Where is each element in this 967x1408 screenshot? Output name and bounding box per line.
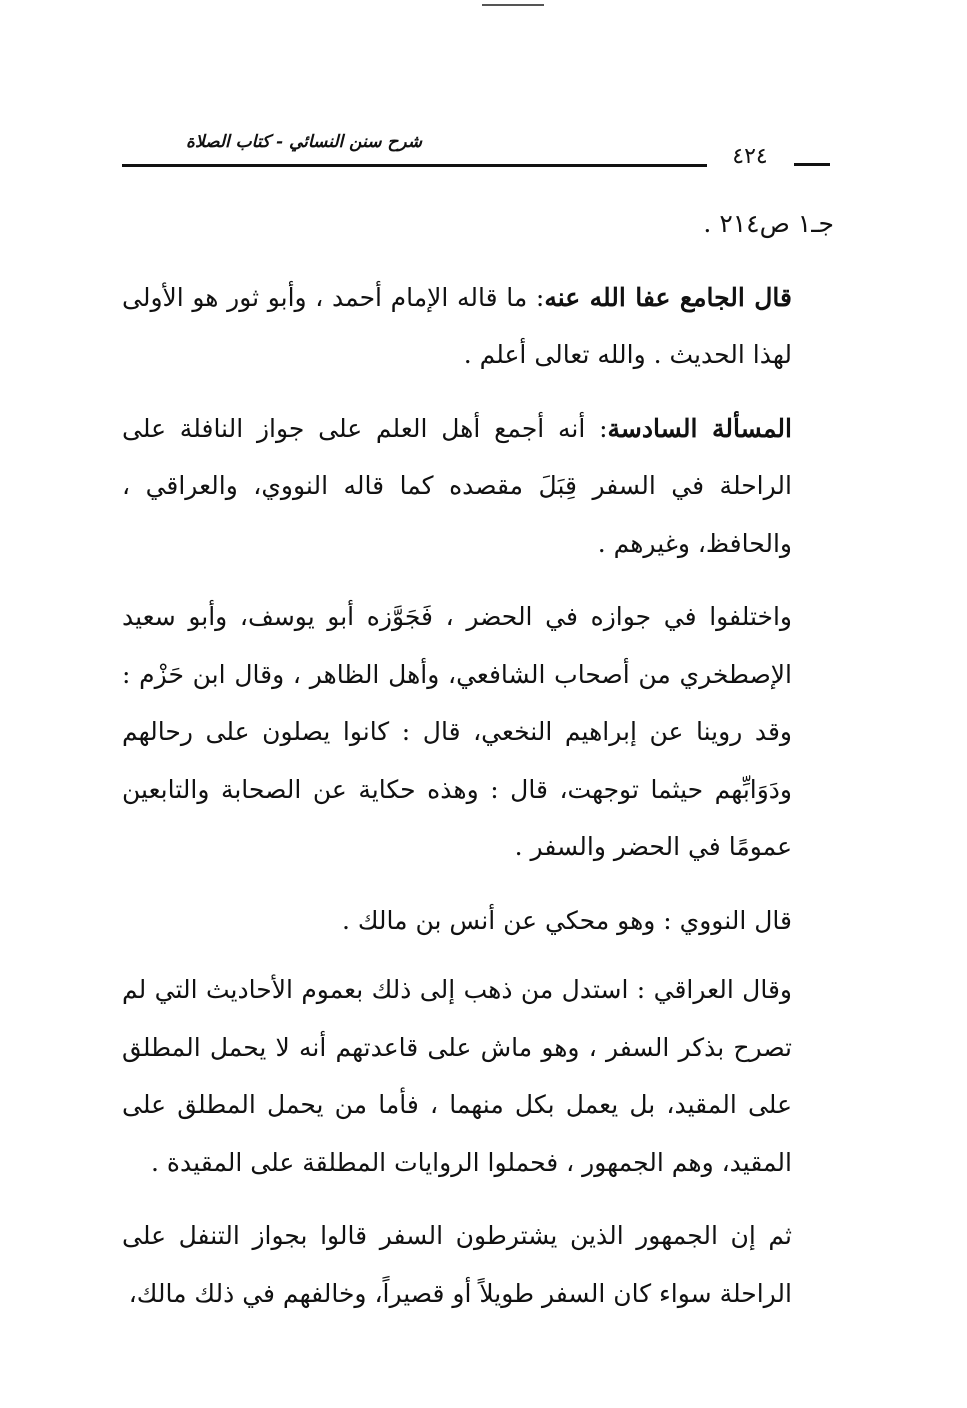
paragraph-text: جـ١ ص٢١٤ . [703, 209, 834, 238]
paragraph-text: : ما قاله الإمام أحمد ، وأبو ثور هو الأولى لهذا الحديث . والله تعالى أعلم . [122, 282, 792, 369]
paragraph-lead: المسألة السادسة [607, 413, 792, 443]
paragraph-text: ثم إن الجمهور الذين يشترطون السفر قالوا بجواز التنفل على الراحلة سواء كان السفر طويلاً أو قصيراً، وخالفهم في ذلك مالك، [122, 1221, 792, 1308]
header-rule [122, 164, 707, 167]
page-number-dash [794, 163, 830, 166]
paragraph-nawawi [122, 892, 834, 950]
header-title: شرح سنن النسائي - كتاب الصلاة [186, 132, 422, 152]
paragraph-compiler-opinion [122, 269, 834, 384]
paragraph-text: واختلفوا في جوازه في الحضر ، فَجَوَّزه أبو يوسف، وأبو سعيد الإصطخري من أصحاب الشافعي، وأهل الظاهر ، وقال ابن حَزْم : وقد روينا عن إبراهيم النخعي، قال : كانوا يصلون على رحالهم ودَوَابِّهم حيثما توجهت، قال : وهذه حكاية عن الصحابة والتابعين عمومًا في الحضر والسفر . [122, 602, 792, 861]
paragraph-majority [122, 1207, 834, 1322]
paragraph-reference [122, 195, 834, 253]
paragraph-text: قال النووي : وهو محكي عن أنس بن مالك . [341, 905, 792, 935]
page-number: ٤٢٤ [732, 144, 768, 169]
paragraph-lead: قال الجامع عفا الله عنه [544, 282, 792, 312]
paragraph-iraqi [122, 961, 834, 1191]
paragraph-sixth-issue [122, 400, 834, 573]
page-body [122, 195, 834, 1338]
paragraph-disagreement [122, 588, 834, 876]
paragraph-text: وقال العراقي : استدل من ذهب إلى ذلك بعموم الأحاديث التي لم تصرح بذكر السفر ، وهو ماش على قاعدتهم أنه لا يحمل المطلق على المقيد، بل يعمل بكل منهما ، فأما من يحمل المطلق على المقيد، وهم الجمهور ، فحملوا الروايات المطلقة على المقيدة . [122, 975, 792, 1177]
top-edge-mark [482, 4, 544, 6]
paragraph-text: : أنه أجمع أهل العلم على جواز النافلة على الراحلة في السفر قِبَلَ مقصده كما قاله النووي، والعراقي ، والحافظ، وغيرهم . [122, 413, 792, 558]
running-header [122, 118, 830, 174]
